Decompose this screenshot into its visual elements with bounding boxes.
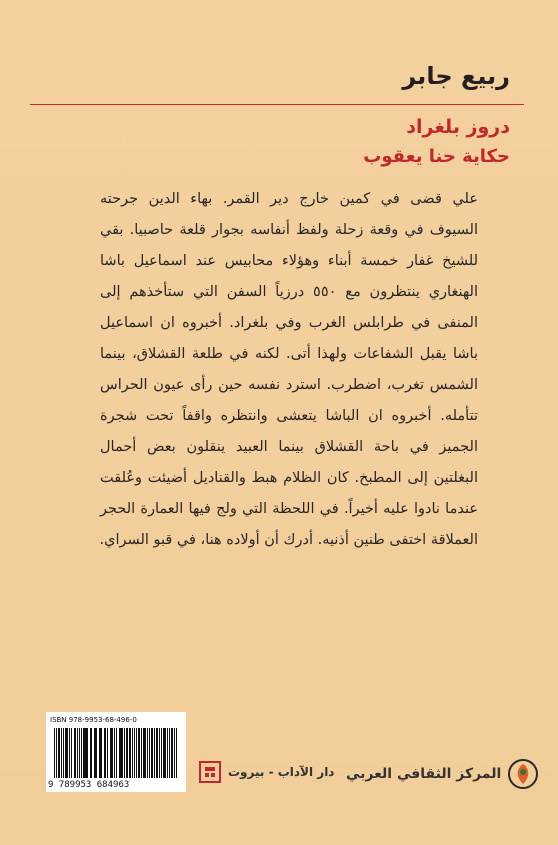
barcode-bar	[132, 728, 133, 778]
barcode-bars	[54, 728, 178, 778]
barcode-bar	[90, 728, 91, 778]
barcode-bar	[120, 728, 123, 778]
barcode-bar	[110, 728, 111, 778]
barcode-bar	[129, 728, 131, 778]
barcode-bar	[100, 728, 102, 778]
barcode-bar	[169, 728, 170, 778]
blurb-line: باشا يقبل الشفاعات ولهذا أتى. لكنه في طلعة القشلاق، بينما	[100, 346, 478, 362]
dar-aladab-name: دار الآداب - بيروت	[228, 765, 335, 779]
barcode-bar	[83, 728, 86, 778]
book-subtitle: حكاية حنا يعقوب	[363, 146, 510, 167]
barcode-bar	[58, 728, 60, 778]
barcode-bar	[111, 728, 113, 778]
barcode-bar	[104, 728, 107, 778]
author-name: ربيع جابر	[402, 62, 510, 90]
barcode-bar	[74, 728, 76, 778]
barcode-bar	[56, 728, 57, 778]
barcode-bar	[151, 728, 153, 778]
blurb-line: السيوف في وقعة زحلة ولفظ أنفاسه بجوار قلعة حاصبيا. بقي	[100, 222, 478, 238]
barcode-bar	[176, 728, 177, 778]
barcode-bar	[156, 728, 158, 778]
barcode-bar	[69, 728, 70, 778]
barcode-bar	[65, 728, 68, 778]
barcode-bar	[124, 728, 125, 778]
markaz-logo-icon	[507, 758, 539, 790]
blurb-line: الشمس تغرب، اضطرب. استرد نفسه حين رأى عيون الحراس	[100, 377, 478, 393]
publisher-dar-aladab	[198, 760, 334, 784]
barcode-bar	[99, 728, 100, 778]
blurb-line: المنفى في طرابلس الغرب وفي بلغراد. أخبروه ان اسماعيل	[100, 315, 478, 331]
barcode-bar	[147, 728, 148, 778]
barcode-bar	[171, 728, 173, 778]
barcode-bar	[86, 728, 88, 778]
blurb-line: عندما نادوا عليه أخيراً. في اللحظة التي ولج فيها العمارة الحجر	[100, 501, 478, 517]
blurb-text	[100, 184, 478, 556]
blurb-line: تتأمله. أخبروه ان الباشا يتعشى وانتظره واقفاً تحت شجرة	[100, 408, 478, 424]
barcode-bar	[141, 728, 142, 778]
barcode-bar	[71, 728, 73, 778]
barcode-bar	[149, 728, 150, 778]
blurb-line: الجميز في باحة القشلاق بينما العبيد ينقلون بعض أحمال	[100, 439, 478, 455]
barcode-bar	[143, 728, 146, 778]
isbn-label: ISBN 978-9953-68-496-0	[50, 716, 137, 724]
divider-line	[30, 104, 524, 105]
blurb-line: البغلتين إلى المطبخ. كان الظلام هبط والقناديل أضيئت وعُلقت	[100, 470, 478, 486]
barcode-bar	[79, 728, 80, 778]
markaz-name: المركز الثقافي العربي	[346, 766, 502, 782]
barcode-bar	[94, 728, 96, 778]
barcode-bar	[138, 728, 140, 778]
barcode-number: 9 789953 684963	[48, 780, 130, 790]
barcode-bar	[174, 728, 175, 778]
blurb-line: للشيخ غفار خمسة أبناء وهؤلاء محابيس عند اسماعيل باشا	[100, 253, 478, 269]
publisher-markaz	[346, 758, 539, 790]
barcode-bar	[159, 728, 160, 778]
barcode-bar	[126, 728, 128, 778]
barcode-bar	[54, 728, 55, 778]
dar-aladab-logo-icon	[198, 760, 222, 784]
barcode-bar	[136, 728, 137, 778]
barcode-bar	[154, 728, 155, 778]
barcode-bar	[114, 728, 115, 778]
barcode-bar	[61, 728, 62, 778]
barcode-bar	[77, 728, 78, 778]
barcode-bar	[167, 728, 168, 778]
barcode-bar	[116, 728, 117, 778]
barcode-bar	[63, 728, 64, 778]
barcode-bar	[134, 728, 135, 778]
barcode	[46, 712, 186, 792]
blurb-line: علي قضى في كمين خارج دير القمر. بهاء الدين جرحته	[100, 191, 478, 207]
barcode-bar	[163, 728, 166, 778]
barcode-bar	[119, 728, 120, 778]
blurb-line: الهنغاري ينتظرون مع ٥٥٠ درزياً السفن التي ستأخذهم إلى	[100, 284, 478, 300]
barcode-bar	[96, 728, 97, 778]
blurb-line: العملاقة اختفى طنين أذنيه. أدرك أن أولاده هنا، في قبو السراي.	[99, 532, 478, 548]
barcode-bar	[81, 728, 82, 778]
barcode-bar	[107, 728, 108, 778]
book-title: دروز بلغراد	[406, 116, 510, 138]
barcode-bar	[161, 728, 162, 778]
barcode-bar	[91, 728, 92, 778]
